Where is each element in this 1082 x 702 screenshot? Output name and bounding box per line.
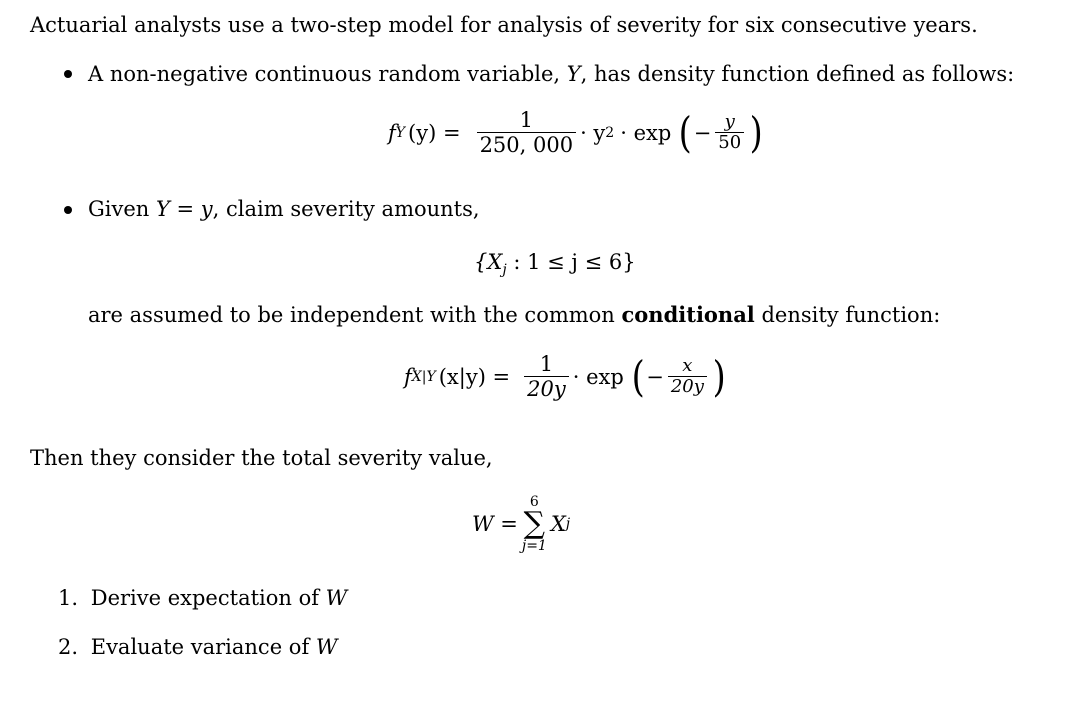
eq1-inner-denominator: 50 [715, 132, 744, 153]
bullet-1-text-b: , has density function defined as follows: [580, 62, 1015, 86]
eq4-sum [522, 494, 547, 554]
eq3-fraction [524, 352, 569, 401]
eq1-mid-b: · exp [620, 120, 672, 145]
para2-text-b: density function: [754, 303, 941, 327]
bullet-1-text-a: A non-negative continuous random variable, [88, 62, 567, 86]
paragraph-total-severity: Then they consider the total severity value, [30, 446, 493, 470]
eq1-numerator: 1 [519, 108, 533, 132]
question-2-number: 2. [58, 635, 79, 659]
question-1-text: Derive expectation of [90, 586, 326, 610]
equation-density-y [388, 108, 765, 157]
eq4-term-sub: j [565, 516, 571, 532]
eq4-lower-limit: j=1 [521, 538, 547, 554]
eq1-mid-a: · y [580, 120, 606, 145]
question-1-number: 1. [58, 586, 79, 610]
bullet-2-math: Y = y [155, 197, 213, 221]
para2-text-a: are assumed to be independent with the common [88, 303, 622, 327]
eq1-fraction [477, 108, 577, 157]
eq4-upper-limit: 6 [529, 494, 539, 510]
question-1-var: W [325, 586, 348, 610]
equation-claim-set [474, 249, 636, 283]
question-2 [58, 634, 337, 660]
question-1 [58, 585, 347, 611]
eq3-numerator: 1 [539, 352, 554, 376]
bullet-1-var: Y [566, 62, 581, 86]
eq1-left-paren: ( [678, 107, 693, 157]
eq3-inner-numerator: x [682, 355, 693, 376]
question-2-text: Evaluate variance of [90, 635, 316, 659]
bullet-2-text-b: , claim severity amounts, [212, 197, 480, 221]
equation-conditional-density [404, 352, 727, 401]
eq3-inner-denominator: 20y [668, 376, 707, 397]
bullet-2-text-a: Given [88, 197, 156, 221]
eq4-sigma: ∑ [523, 506, 546, 541]
eq2-sub: j [502, 262, 507, 279]
eq1-inner-sign: − [693, 120, 712, 145]
eq1-lhs-f: f [388, 120, 396, 145]
eq1-lhs-arg: (y) = [408, 120, 461, 145]
para2-bold: conditional [621, 302, 755, 327]
eq1-inner-numerator: y [724, 111, 735, 132]
equation-sum-w [472, 494, 570, 554]
bullet-2-text [88, 196, 480, 222]
bullet-1 [64, 70, 72, 78]
eq4-term: X [550, 512, 566, 536]
eq1-denominator: 250, 000 [477, 132, 577, 157]
question-2-var: W [315, 635, 338, 659]
eq4-lhs: W = [472, 512, 518, 536]
bullet-2 [64, 206, 72, 214]
eq2-rest: : 1 ≤ j ≤ 6} [506, 250, 636, 274]
eq3-lhs-f: f [404, 364, 412, 389]
eq1-lhs-sup: Y [395, 124, 406, 141]
bullet-1-text [88, 61, 1014, 87]
eq3-right-paren: ) [712, 351, 726, 401]
eq3-lhs-arg: (x|y) = [438, 364, 511, 389]
eq1-mid-sup: 2 [605, 124, 615, 141]
eq2-open: {X [474, 250, 503, 274]
eq3-inner-fraction [668, 356, 707, 397]
eq3-mid: · exp [572, 364, 624, 389]
eq3-inner-sign: − [646, 364, 664, 389]
eq3-left-paren: ( [631, 351, 645, 401]
eq1-inner-fraction [715, 112, 744, 153]
paragraph-conditional [88, 302, 940, 328]
eq1-right-paren: ) [749, 107, 763, 157]
eq3-lhs-sup: X|Y [411, 368, 436, 385]
intro-text: Actuarial analysts use a two-step model for analysis of severity for six consecutive years. [30, 13, 978, 37]
eq3-denominator: 20y [524, 376, 569, 401]
